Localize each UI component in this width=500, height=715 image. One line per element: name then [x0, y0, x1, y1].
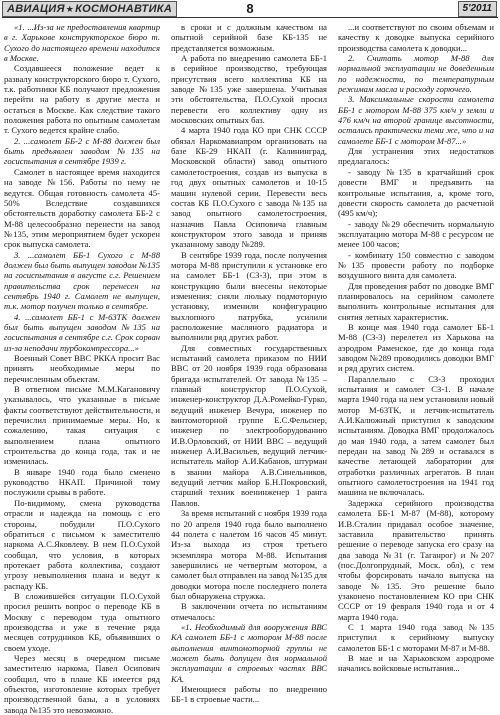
star-icon: ★ [65, 4, 75, 14]
paragraph: - комбинату 150 совместно с заводом №135 провести работу по подборке воздушного винта для самолета. [338, 249, 494, 281]
paragraph: Создавшееся положение ведет к развалу конструкторского бюро т. Сухого, т.к. работники КБ получают предложения перейти на работу в другие места и остаться в Москве. Как следствие такого положения работа по опытным самолетам т. Сухого ведется крайне слабо. [4, 63, 160, 136]
paragraph: В сложившейся ситуации П.О.Сухой просил решить вопрос о переводе КБ в Москву с переводом туда опытного производства и уже в течение ряда месяцев сотрудников КБ, объявивших о своем уходе. [4, 590, 160, 653]
masthead-title: АВИАЦИЯ [7, 3, 65, 15]
text-column-3 [338, 22, 494, 694]
paragraph: 2. Считать мотор М-88 для нормальной эксплуатации не доведенным по надежности, по температурным режимам масла и расходу горючего. [338, 53, 494, 95]
paragraph: За время испытаний с ноября 1939 года по 20 апреля 1940 года было выполнено 44 полета с налетом 16 часов 45 минут. Из-за выхода из строя третьего экземпляра мотора М-88. Испытания завершились не четвертым мотором, а самолет был отправлен на завод №135 для доводки мотора после последнего полета был обнаружена стружка. [171, 508, 327, 601]
paragraph: - заводу №135 в кратчайший срок довести ВМГ и предъявить на контрольные испытания, а, кроме того, довести скорость самолета до расчетной (495 км/ч); [338, 166, 494, 219]
paragraph: Параллельно с СЗ-3 проходил испытания и самолет СЗ-1. В начале марта 1940 года на нем установили новый мотор М-63ТК, и летчик-испытатель А.И.Калюжный приступил к заводским испытаниям. Доводка ВМГ продолжалось до мая 1940 года, а затем самолет был передан на завод №289 и оставался в качестве летающей лаборатории для отработки различных агрегатов. В план опытного самолетостроения на 1941 год машина не включалась. [338, 373, 494, 498]
paragraph: В сентябре 1939 года, после получения мотора М-88 приступили к установке его на самолет ББ-1 (СЗ-3), при этом в конструкцию были внесены некоторые изменения: сняли люльку подмоторную установку, изменили конфигурацию выхлопного патрубка, усилили расположение масляного радиатора и выполнили ряд других работ. [171, 249, 327, 343]
paragraph: «1. ...Из-за не предоставления квартир в г. Харькове конструкторское бюро т. Сухого до настоящего времени находится в Москве. [4, 22, 160, 64]
paragraph: В мае и на Харьковском аэродроме начались войсковые испытания... [338, 652, 494, 674]
paragraph: Через месяц в очередном письме заместителю наркома, Павел Осипович сообщил, что в плане КБ имеется ряд объектов, изготовление которых требует производственной базы, а в условиях завода №135 это невозможно. [4, 652, 160, 715]
paragraph: Для совместных государственных испытаний самолета приказом по НИИ ВВС от 20 ноября 1939 года образована бригада испытателей. От завода №135 – главный конструктор П.О.Сухой, инженер-конструктор Д.А.Ромейко-Гурко, ведущий инженер Вечура, инженер по винтомоторной группе Е.С.Фельснер, инженер по электрооборудованию И.В.Орловский, от НИИ ВВС – ведущий инженер А.И.Васильев, ведущий летчик-испытатель майор А.И.Кабанов, штурман в звании майора А.В.Синельников, ведущий летчик майор Б.Н.Покровский, старший техник военинженер 1 ранга Павлов. [171, 342, 327, 508]
text-column-1 [4, 22, 160, 715]
paragraph: ...и соответствуют по своим объемам и качеству к доводке выпуска серийного производства самолета к доводки... [338, 22, 494, 53]
paragraph: Задержка серийного производства самолета ББ-1 М-87 (М-88), которому И.В.Сталин придавал особое значение, заставила правительство принять решение о переводе запуска его сразу на два завода №31 (г. Таганрог) и №207 (пос.Долгопрудный, Моск. обл), с тем чтобы форсировать начало выпуска на заводе №135. Это решение было узаконено постановлением КО при СНК СССР от 19 февраля 1940 года и от 4 марта 1940 года. [338, 497, 494, 622]
paragraph: А работа по внедрению самолета ББ-1 в серийное производство, требующая присутствия всего коллектива КБ на заводе №135 уже завершена. Учитывая эти обстоятельства, П.О.Сухой просил перевести его коллективу одну из московских опытных баз. [171, 53, 327, 126]
paragraph: Имеющиеся работы по внедрению ББ-1 в строевые части... [171, 684, 327, 705]
paragraph: 3. Максимальные скорости самолета ББ-1 с мотором М-88 375 км/ч у земли и 476 км/ч на второй границе высотности, остались практически теми же, что и на самолете ББ-1 с мотором М-87...» [338, 94, 494, 146]
paragraph: - заводу №29 обеспечить нормальную эксплуатацию мотора М-88 с ресурсом не менее 100 часов; [338, 218, 494, 250]
paragraph: В январе 1940 года было сменено руководство НКАП. Причиной тому послужили срывы в работе. [4, 466, 160, 498]
header-divider [2, 17, 498, 18]
paragraph: В конце мая 1940 года самолет ББ-1 М-88 (СЗ-3) перелетел из Харькова на аэродром Раменское, где до конца года заводом №289 проводились доводки ВМГ и ряд других систем. [338, 321, 494, 374]
paragraph: Военный Совет ВВС РККА просит Вас принять необходимые меры по перечисленным объектам. [4, 353, 160, 384]
paragraph: «1. Необходимый для вооружения ВВС КА самолет ББ-1 с мотором М-88 после выполнения винтомоторной группы не может быть допущен для нормальной эксплуатации в строевых частях ВВС КА. [171, 621, 327, 684]
issue-number: 5'2011 [458, 1, 497, 17]
paragraph: 4 марта 1940 года КО при СНК СССР обязал Наркомавиапром организовать на базе КБ-29 НКАП (г. Калининград, Московской области) завод опытного самолетостроения, создав из выпуска в год двух опытных самолетов и 10-15 машин нулевой серии. Перевести весь состав КБ П.О.Сухого с завода №135 на завод опытного самолетостроения, назначив Павла Осиповича главным конструктором этого завода и приняв указанному заводу №289. [171, 125, 327, 250]
masthead-title-2: КОСМОНАВТИКА [75, 3, 173, 15]
paragraph: 2. ...самолет ББ-2 с М-88 должен был быть предъявлен заводом №135 на госиспытания в сентябре 1939 г. [4, 135, 160, 167]
paragraph: 3. ...самолет ББ-1 Сухого с М-88 должен был быть выпущен заводом №135 на госиспытания в августе с.г. Решением правительства срок перенесен на сентябрь 1940 г. Самолет не выпущен, т.к. мотор получен только в сентябре. [4, 249, 160, 312]
text-column-2 [171, 22, 327, 705]
paragraph: 4. ...самолет ББ-1 с М-63ТК должен был быть выпущен заводом №135 на госиспытания в сентябре с.г. Срок сорван из-за неподачи турбокомпрессора...» [4, 311, 160, 353]
paragraph: Для проведения работ по доводке ВМГ планировалось на серийном самолете выполнить контрольные испытания для снятия летных характеристик. [338, 280, 494, 322]
paragraph: В заключении отчета по испытаниям отмечалось: [171, 601, 327, 622]
page-number: 8 [246, 1, 254, 16]
paragraph: По-видимому, смена руководства отрасли и надежда на помощь с его стороны, побудили П.О.Сухого обратиться с письмом к заместителю наркома А.С.Яковлеву. В нем П.О.Сухой сообщал, что условия, в которых протекает работа коллектива, создают угрозу невыполнения плана и ведут к распаду КБ. [4, 497, 160, 591]
paragraph: В ответном письме М.М.Кагановичу указывалось, что указанные в письме факты соответствуют действительности, и перечислил принимаемые меры. Но, к сожалению, такая ситуация с выполнением плана опытного строительства до конца года, так и не изменилась. [4, 384, 160, 467]
page-header [0, 0, 500, 18]
paragraph: Самолет в настоящее время находится на заводе №156. Работы по нему не ведутся. Общая готовность самолета 45-50% Вследствие создавшихся обстоятельств доработку самолета ББ-2 с М-88 целесообразно перенести на завод №135, этим мероприятием будет ускорен срок выпуска самолета. [4, 166, 160, 250]
paragraph: Для устранения этих недостатков предлагалось: [338, 146, 494, 167]
paragraph: в сроки и с должным качеством на опытной серийной базе КБ-135 не представляется возможным. [171, 22, 327, 53]
paragraph: С 1 марта 1940 года завод №135 приступил к серийному выпуску самолетов ББ-1 с моторами М-87 и М-88. [338, 621, 494, 653]
